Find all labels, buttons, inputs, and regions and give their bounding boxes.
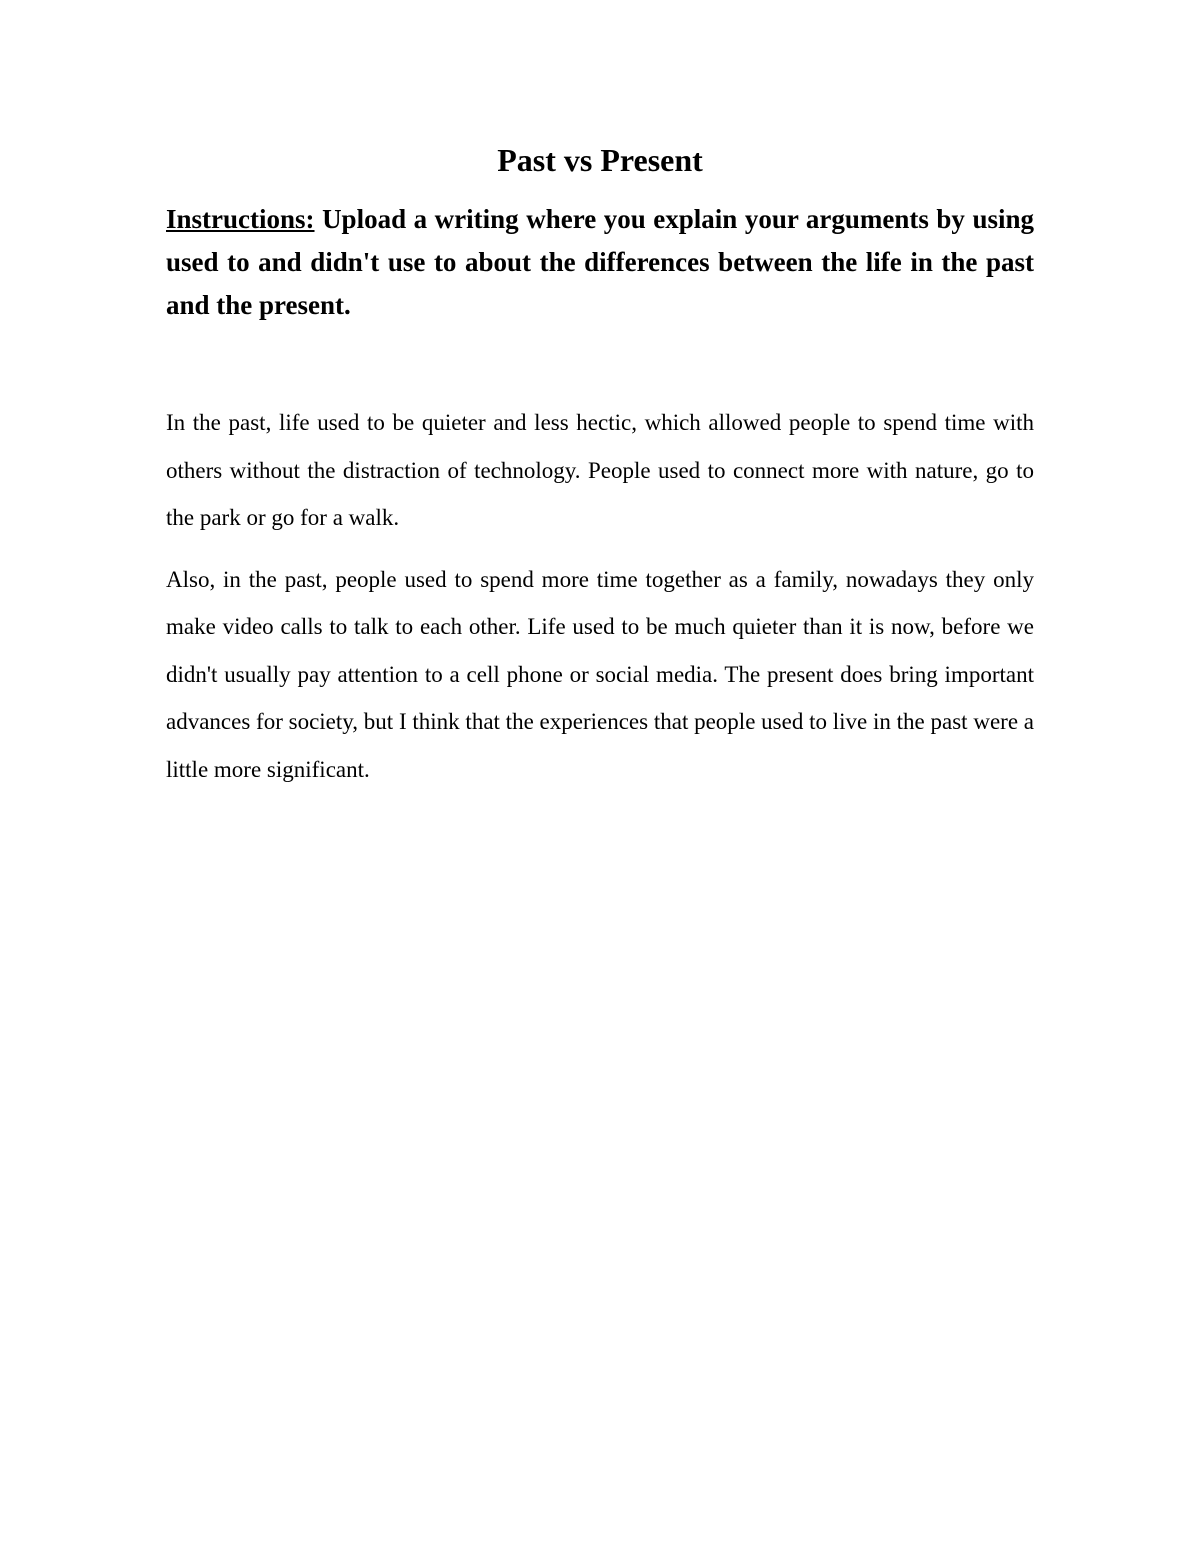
instructions-block <box>166 198 1034 327</box>
instructions-text: Upload a writing where you explain your arguments by using used to and didn't use to about the differences between the life in the past and the present. <box>166 204 1034 320</box>
essay-paragraph-2: Also, in the past, people used to spend more time together as a family, nowadays they only make video calls to talk to each other. Life used to be much quieter than it is now, before we didn't usually pay attention to a cell phone or social media. The present does bring important advances for society, but I think that the experiences that people used to live in the past were a little more significant. <box>166 566 1034 782</box>
instructions-label: Instructions: <box>166 204 315 234</box>
document-title: Past vs Present <box>497 142 703 178</box>
document-content <box>166 138 1034 807</box>
essay-body <box>166 399 1034 793</box>
essay-paragraph-1: In the past, life used to be quieter and less hectic, which allowed people to spend time with others without the distraction of technology. People used to connect more with nature, go to the park or go for a walk. <box>166 410 1034 530</box>
